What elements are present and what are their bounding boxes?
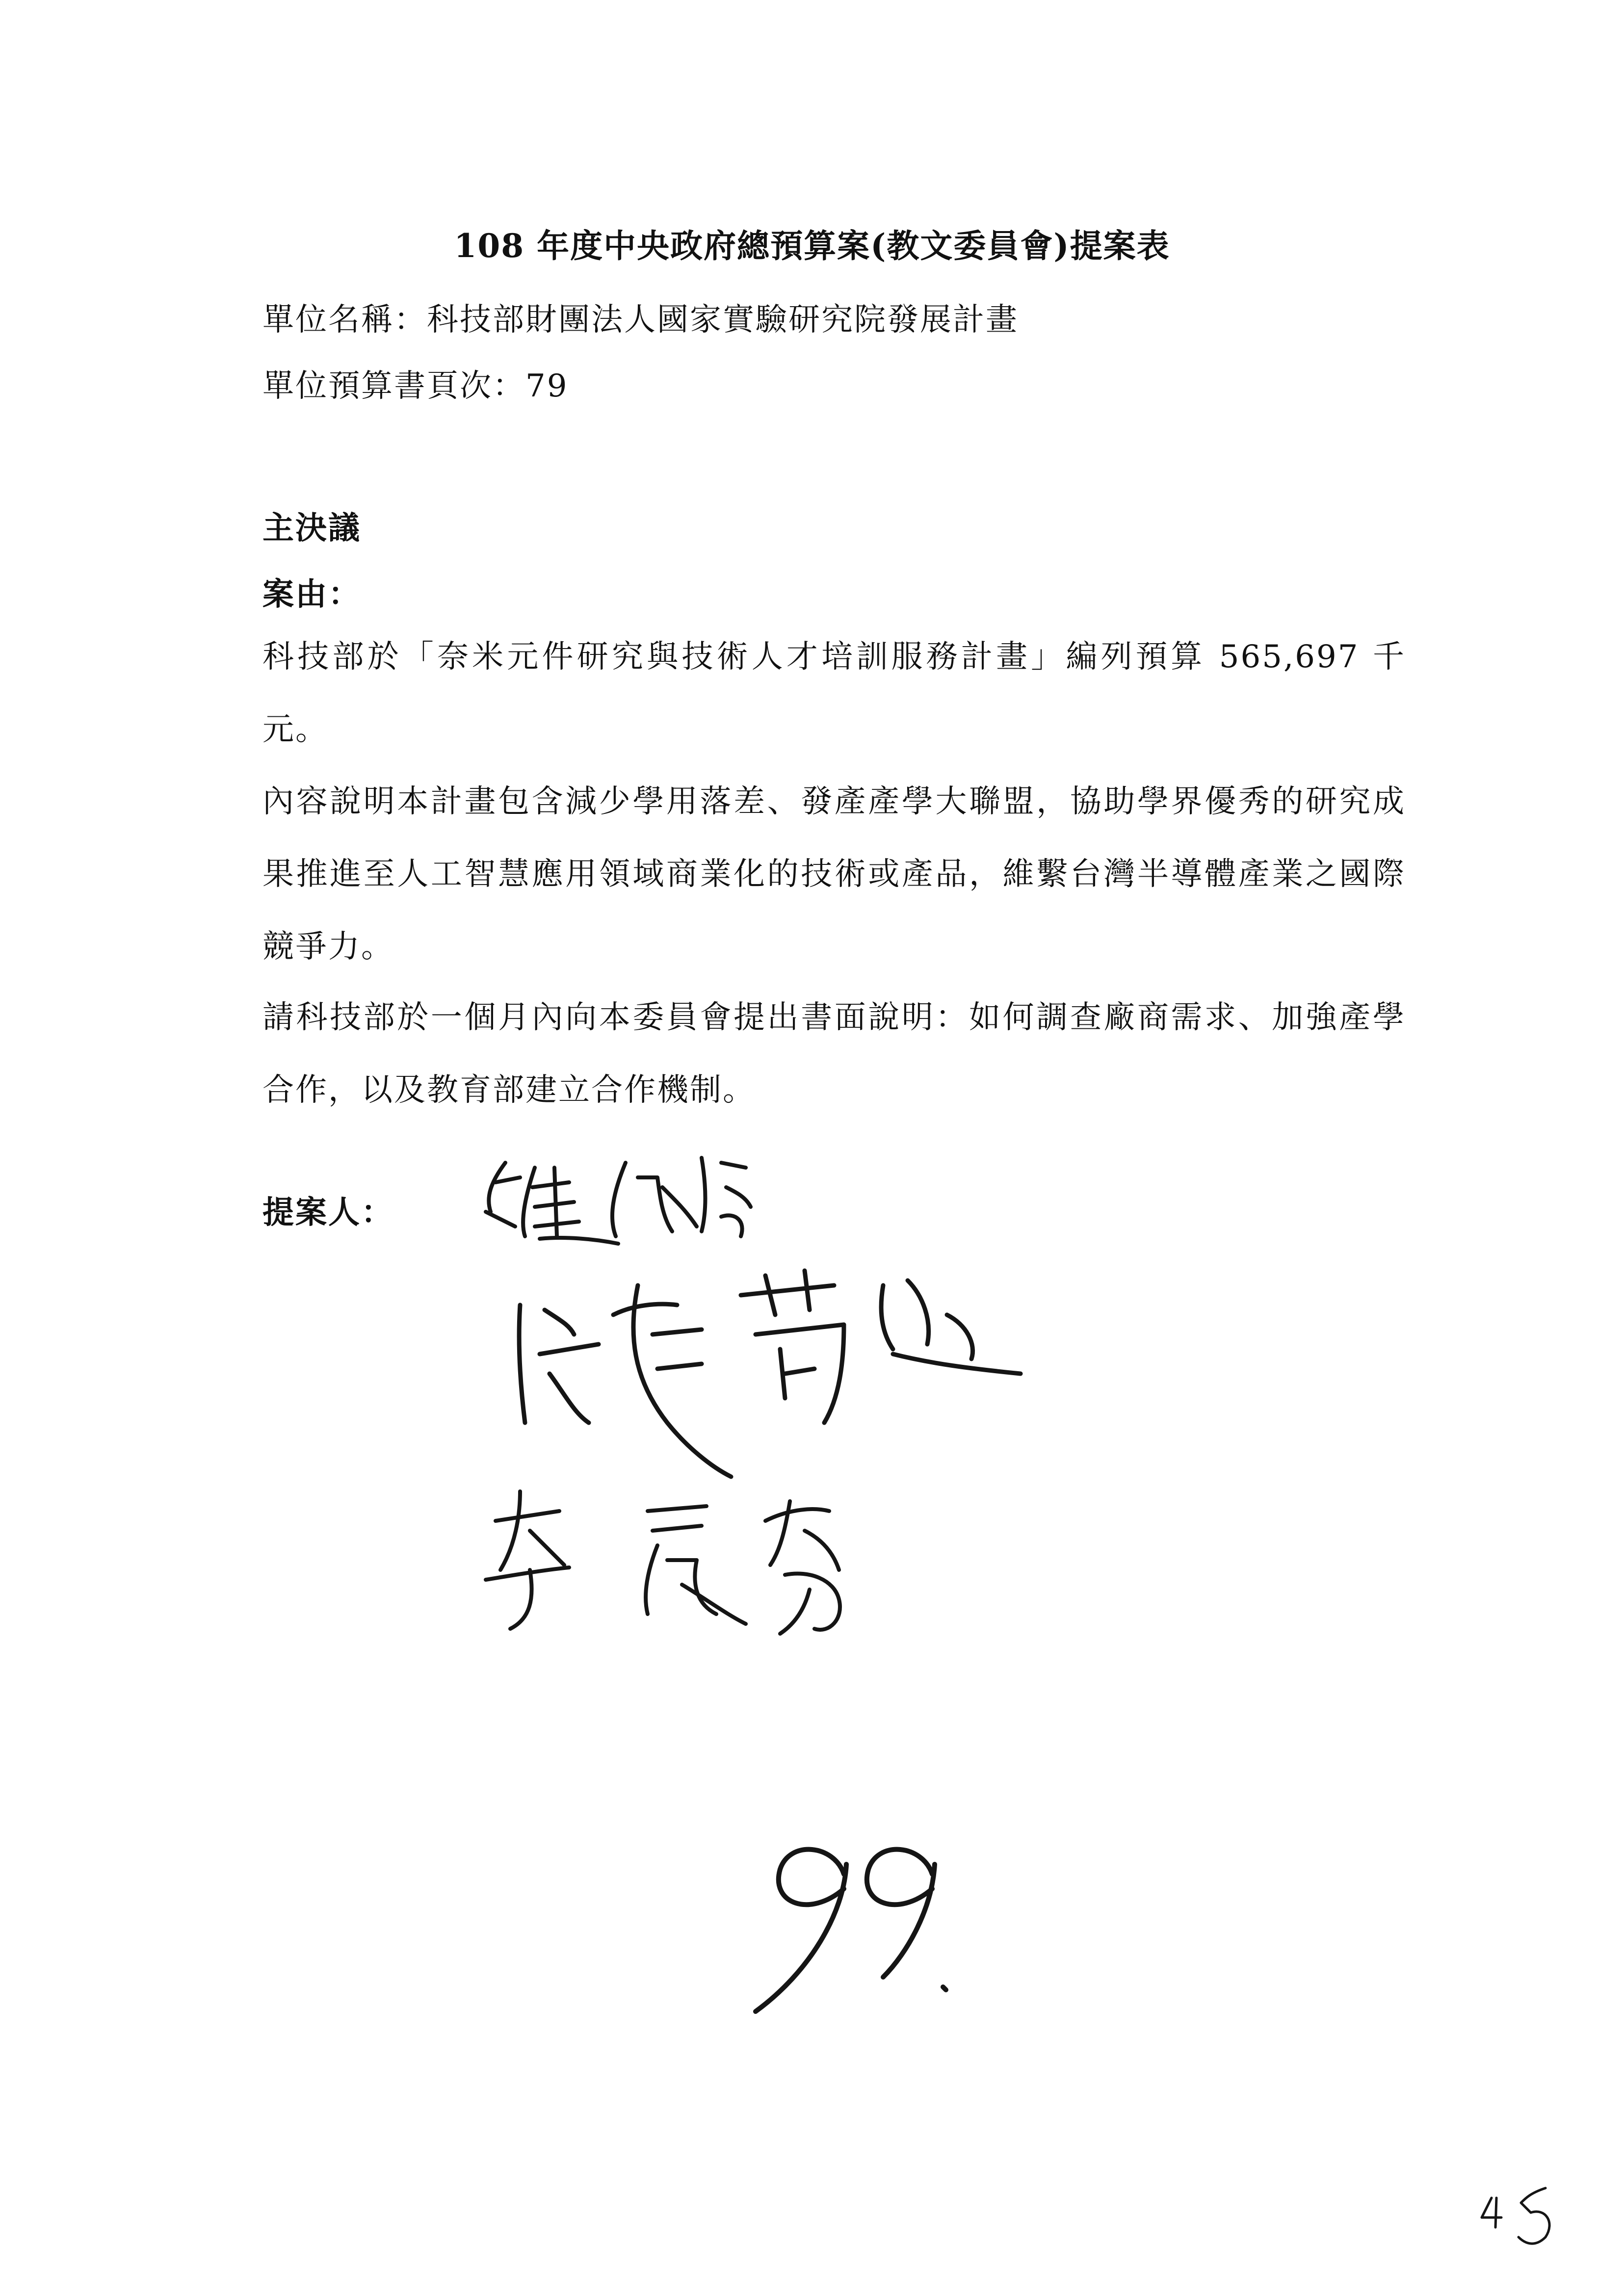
paragraph-description: 內容說明本計畫包含減少學用落差、發產產學大聯盟，協助學界優秀的研究成果推進至人工智慧應用領域商業化的技術或產品，維繫台灣半導體產業之國際競爭力。 xyxy=(262,783,1406,965)
proposer-label: 提案人： xyxy=(262,1194,394,1231)
case-label: 案由： xyxy=(262,576,361,613)
handwritten-number-99 xyxy=(756,1850,946,2011)
handwritten-signature-3 xyxy=(486,1491,840,1634)
unit-name: 單位名稱：科技部財團法人國家實驗研究院發展計畫 xyxy=(262,302,1019,338)
handwritten-signature-1 xyxy=(486,1158,751,1244)
corner-mark xyxy=(1482,2188,1549,2244)
document-title: 108 年度中央政府總預算案(教文委員會)提案表 xyxy=(454,227,1170,265)
main-resolution-heading: 主決議 xyxy=(262,510,361,547)
paragraph-budget: 科技部於「奈米元件研究與技術人才培訓服務計畫」編列預算 565,697 千元。 xyxy=(262,639,1406,748)
paragraph-request: 請科技部於一個月內向本委員會提出書面說明：如何調查廠商需求、加強產學合作，以及教育部建立合作機制。 xyxy=(262,999,1406,1108)
budget-page-number: 單位預算書頁次：79 xyxy=(262,368,569,404)
handwritten-signature-2 xyxy=(519,1271,1021,1477)
